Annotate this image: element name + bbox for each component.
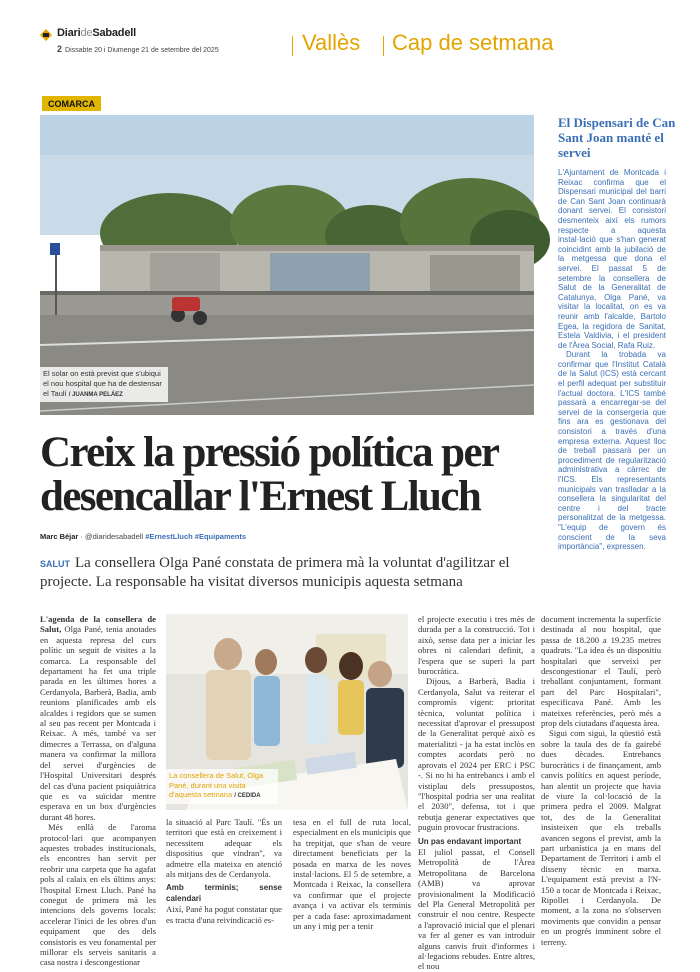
section-divider [383, 36, 384, 56]
subhead: Un pas endavant important [418, 836, 522, 846]
subhead: Amb terminis; sense calendari [166, 883, 282, 903]
lead-in: L'agenda de la consellera de Salut, [40, 614, 156, 635]
issue-date: Dissabte 20 i Diumenge 21 de setembre del 2025 [65, 47, 219, 54]
photo2-caption: La consellera de Salut, Olga Pané, durant una visita d'aquesta setmana / CEDIDA [166, 769, 278, 804]
section-cap-de-setmana: Cap de setmana [392, 30, 554, 55]
photo-credit: / JUANMA PELÁEZ [68, 392, 123, 398]
body-column-1: L'agenda de la consellera de Salut, Olga Pané, tenia anotades en aquesta represa del curs polític un seguit de visites a la comarca. La responsable del departament ha fet una triple parada en les últimes hores a Cerdanyola, Barberà, Badia, amb reunions planificades amb els alcaldes i regidors que se sumen al seu pas recent per Montcada i Reixac. A més, també va ser dimecres a Terrassa, on d'alguna manera va confirmar la millora del servei d'urgències de l'Hospital Universitari després del cas d'una pacient psiquiàtrica que es va suïcidar mentre esperava en un box d'urgències durant 48 hores. Més enllà de l'aroma protocol·lari que acompanyen aquestes trobades institucionals, els encontres han servit per reobrir una carpeta que ha agafat pols al calaix en els últims anys: l'hospital Ernest Lluch. Pané ha conegut de primera mà les intencions dels governs locals: accelerar l'inici de les obres d'un equipament que des dels consistoris es veu fonamental per millorar els serveis sanitaris a casa nostra i descongestionar [40, 614, 156, 968]
deck: SALUT La consellera Olga Pané constata de primera mà la voluntat d'agilitzar el projecte. La responsable ha visitat diversos municipis aquesta setmana [40, 555, 510, 590]
brand-name: DiarideSabadell [57, 27, 136, 39]
headline: Creix la pressió política per desencallar l'Ernest Lluch [40, 429, 498, 520]
sidebar-body: L'Ajuntament de Montcada i Reixac confirma que el Dispensari municipal del barri de Can Sant Joan continuarà donant servei. El consistori desmenteix així els rumors respecte a aquesta instal·lació que s'han generat coincidint amb la jubilació de la metgessa que dona el servei. El passat 5 de setembre la consellera de Salut de la Generalitat de Catalunya, Olga Pané, va visitar la localitat, on es va reunir amb l'alcalde, Bartolo Egea, la regidora de Sanitat, Estela Valdivia, i el president de l'Àrea Social, Rafa Ruiz. Durant la trobada va confirmar que l'Institut Català de la Salut (ICS) està cercant el perfil adequat per substituir l'actual doctora. L'ICS també passarà a encarregar-se del servei de la consergeria que fins ara es gestionava del consistori a través d'una empresa externa. Aquest lloc de treball passarà per un procediment de regularització administrativa a càrrec de l'ICS. Els representants municipals van traslladar a la consellera la singularitat del centre i del tracte personalitzat de la metgessa. "L'equip de govern és conscient de la seva importància", expressen. [558, 168, 666, 552]
body-column-2: la situació al Parc Taulí. "És un territori que està en creixement i necessitem adequar els dispositius que vindran", va admetre ella mateixa en atenció als mitjans des de Cerdanyola. Amb terminis; sense calendari Així, Pané ha pogut constatar que es tracta d'una reivindicació es- [166, 817, 282, 925]
page-info [57, 44, 219, 54]
photo2-credit: / CEDIDA [234, 793, 261, 799]
twitter-handle: @diaridesabadell [85, 532, 144, 541]
section-divider [292, 36, 293, 56]
byline: Marc Béjar · @diaridesabadell #ErnestLluch #Equipaments [40, 532, 247, 541]
author: Marc Béjar [40, 532, 79, 541]
page-number: 2 [57, 44, 63, 54]
body-column-3: tesa en el full de ruta local, especialment en els municipis que ha trepitjat, que s'han de veure directament beneficiats per la posada en marxa de les noves instal·lacions. El 5 de setembre, a Montcada i Reixac, la consellera va confirmar que el projecte avança i va activar els terminis per a cada fase: aproximadament un any i mig per a tenir [293, 817, 411, 932]
category-tag: COMARCA [42, 96, 101, 111]
deck-label: SALUT [40, 559, 70, 569]
body-column-5: document incrementa la superfície destinada al nou hospital, que passa de 18.200 a 19.235 metres quadrats. "La idea és un dispositiu hospitalari que serveixi per descongestionar el Taulí, però treballant conjuntament, formant part del Parc Hospitalari", especificava Pané. Amb les mateixes referències, però més a prop dels ciutadans d'aquesta àrea. Sigui com sigui, la qüestió està sobre la taula des de fa gairebé dues dècades. Entrebancs burocràtics i de finançament, amb canvis polítics en aquest període, han alentit un projecte que havia de viure la col·locació de la primera pedra el 2009. Malgrat tot, des de la Generalitat insisteixen que els treballs avancen segons el previst, amb la part urbanística ja en mans del Departament de Territori i amb el disseny tècnic en marxa. L'equipament està previst a l'N-150 a tocar de Montcada i Reixac, Ripollet i Cerdanyola. De moment, a la zona no s'observen moviments que convidin a pensar en un progrés imminent sobre el terreny. [541, 614, 661, 947]
section-valles: Vallès [302, 30, 361, 55]
photo-caption: El solar on està previst que s'ubiqui el nou hospital que ha de destensar el Taulí / JUANMA PELÁEZ [40, 367, 168, 402]
body-column-4: el projecte executiu i tres mès de durada per a la construcció. Tot i això, sense data per a iniciar les obres ni calendari definit, a l'espera que se superi la part burocràtica. Dijous, a Barberà, Badia i Cerdanyola, Salut va reiterar el compromís vigent: prioritat tècnica, voluntat política i necessitat d'aprovar el pressupost de la Generalitat perquè això es materialitzi - ja ha estat inclòs en comptes acordats però no aprovats el 2024 per ERC i PSC -. Si no hi ha entrebancs i amb el vistiplau dels pressupostos, "l'hospital podria ser una realitat el 2030", defensa, tot i que rebutja generar expectatives que puguin provocar frustracions. Un pas endavant important El juliol passat, el Consell Metropolità de l'Àrea Metropolitana de Barcelona (AMB) va aprovar provisionalment la Modificació del Pla General Metropolità per construir el nou centre. Respecte a l'aprovació inicial que el plenari va fer al gener es van introduir alguns canvis fruit d'informes i al·legacions rebudes. Entre altres, el nou [418, 614, 535, 972]
logo-icon [40, 29, 52, 41]
hashtags: #ErnestLluch #Equipaments [145, 532, 247, 541]
sidebar-title: El Dispensari de Can Sant Joan manté el servei [558, 115, 676, 160]
